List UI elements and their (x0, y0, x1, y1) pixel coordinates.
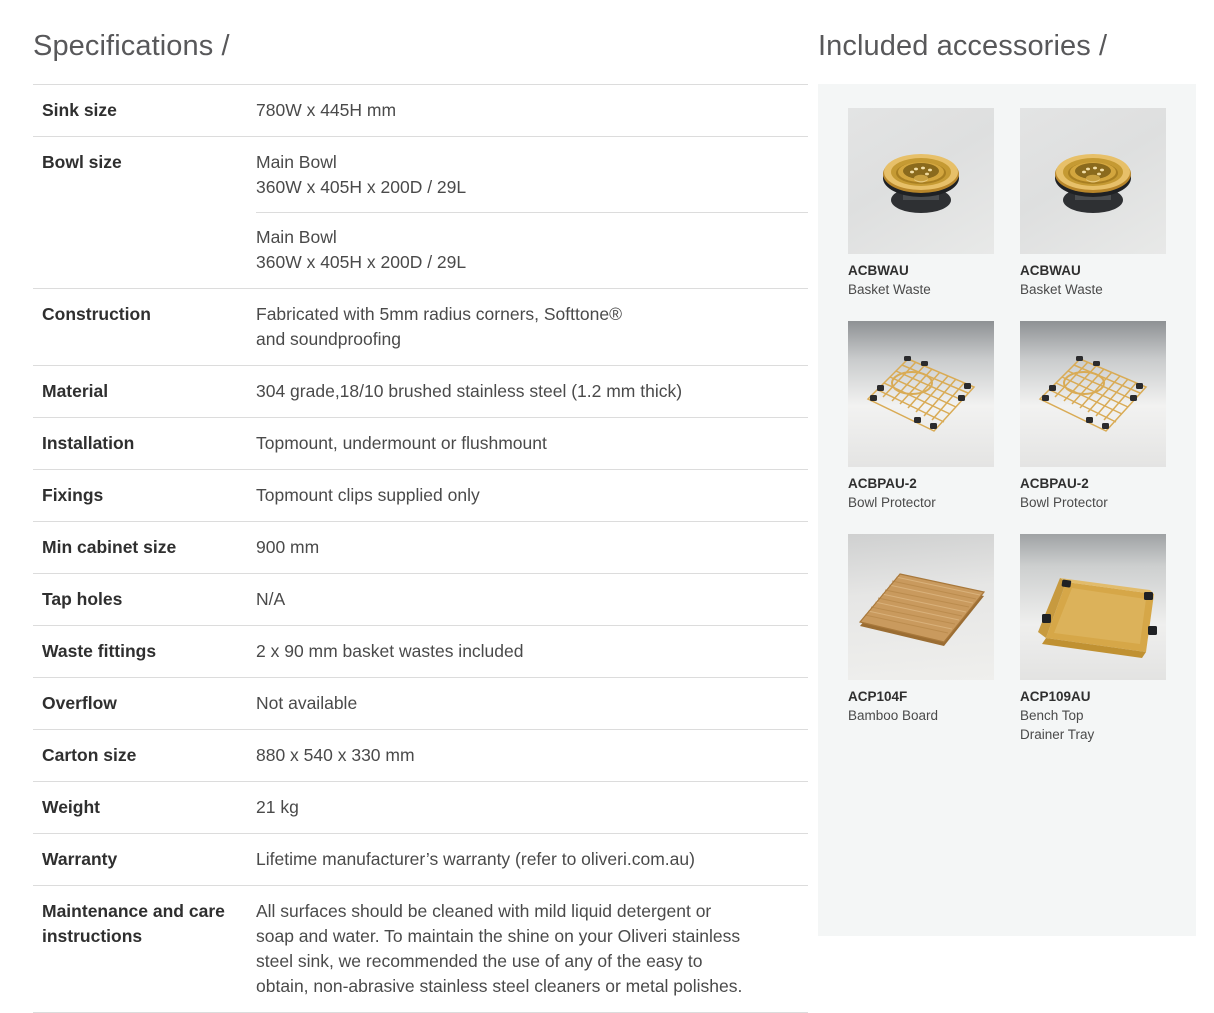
basket-waste-icon (1020, 108, 1166, 254)
table-row (33, 137, 808, 289)
spec-key-sink-size: Sink size (42, 100, 117, 120)
accessories-box (818, 84, 1196, 936)
table-row (33, 522, 808, 574)
maintenance-line-1: All surfaces should be cleaned with mild liquid detergent or (256, 901, 712, 921)
spec-value-maintenance (256, 886, 808, 1013)
accessory-code: ACBPAU-2 (848, 476, 917, 491)
table-row (33, 366, 808, 418)
accessory-description (848, 706, 994, 725)
spec-key-construction: Construction (42, 304, 151, 324)
spec-value-construction (256, 289, 808, 366)
accessory-code: ACP104F (848, 689, 908, 704)
accessory-desc-line-1: Bamboo Board (848, 708, 939, 723)
accessory-card[interactable] (848, 534, 994, 744)
spec-key-maintenance (33, 886, 256, 1013)
maintenance-line-3: steel sink, we recommended the use of any of the easy to (256, 951, 703, 971)
basket-waste-image[interactable] (1020, 108, 1166, 254)
spec-key-waste-fittings: Waste fittings (42, 641, 157, 661)
accessory-description (1020, 493, 1166, 512)
table-row (33, 730, 808, 782)
specifications-title: Specifications / (33, 30, 230, 62)
accessory-card[interactable] (848, 321, 994, 512)
construction-line-2: and soundproofing (256, 329, 401, 349)
drainer-tray-icon (1020, 534, 1166, 680)
accessory-card[interactable] (1020, 321, 1166, 512)
accessory-desc-line-1: Bowl Protector (848, 495, 936, 510)
maintenance-key-line-2: care instructions (42, 901, 225, 946)
spec-value-fixings: Topmount clips supplied only (256, 485, 480, 505)
accessory-description (1020, 280, 1166, 299)
maintenance-line-2: soap and water. To maintain the shine on your Oliveri stainless (256, 926, 741, 946)
spec-value-sink-size: 780W x 445H mm (256, 100, 397, 120)
spec-key-warranty: Warranty (42, 849, 118, 869)
spec-key-bowl-size: Bowl size (42, 152, 122, 172)
accessory-description (1020, 706, 1166, 744)
table-row (33, 418, 808, 470)
bowl-dimensions: 360W x 405H x 200D / 29L (256, 177, 467, 197)
bowl-label: Main Bowl (256, 152, 337, 172)
table-row (33, 289, 808, 366)
table-row (33, 470, 808, 522)
table-row (33, 834, 808, 886)
construction-line-1: Fabricated with 5mm radius corners, Softtone® (256, 304, 622, 324)
maintenance-line-4: obtain, non-abrasive stainless steel cleaners or metal polishes. (256, 976, 743, 996)
spec-value-overflow: Not available (256, 693, 358, 713)
specifications-table (33, 84, 808, 1013)
accessory-desc-line-1: Bench Top (1020, 708, 1084, 723)
bowl-protector-image[interactable] (848, 321, 994, 467)
spec-value-material: 304 grade,18/10 brushed stainless steel (1.2 mm thick) (256, 381, 683, 401)
accessory-desc-line-1: Basket Waste (848, 282, 931, 297)
accessory-code: ACBWAU (848, 263, 909, 278)
bowl-protector-icon (1020, 321, 1166, 467)
spec-key-overflow: Overflow (42, 693, 117, 713)
accessory-desc-line-1: Bowl Protector (1020, 495, 1108, 510)
accessory-desc-line-1: Basket Waste (1020, 282, 1103, 297)
spec-value-min-cabinet-size: 900 mm (256, 537, 320, 557)
spec-key-carton-size: Carton size (42, 745, 137, 765)
table-row (33, 626, 808, 678)
spec-key-min-cabinet-size: Min cabinet size (42, 537, 177, 557)
accessory-code: ACBWAU (1020, 263, 1081, 278)
table-row (33, 85, 808, 137)
spec-value-carton-size: 880 x 540 x 330 mm (256, 745, 415, 765)
spec-value-tap-holes: N/A (256, 589, 286, 609)
bowl-size-entry (256, 150, 808, 213)
accessories-grid (848, 108, 1170, 766)
spec-key-weight: Weight (42, 797, 101, 817)
specifications-panel (33, 28, 808, 1013)
bamboo-board-icon (848, 534, 994, 680)
bowl-protector-image[interactable] (1020, 321, 1166, 467)
maintenance-key-line-1: Maintenance and (42, 901, 184, 921)
spec-key-fixings: Fixings (42, 485, 104, 505)
accessory-code: ACP109AU (1020, 689, 1091, 704)
spec-value-installation: Topmount, undermount or flushmount (256, 433, 547, 453)
accessory-card[interactable] (848, 108, 994, 299)
table-row (33, 886, 808, 1013)
table-row (33, 782, 808, 834)
drainer-tray-image[interactable] (1020, 534, 1166, 680)
spec-value-waste-fittings: 2 x 90 mm basket wastes included (256, 641, 524, 661)
bamboo-board-image[interactable] (848, 534, 994, 680)
basket-waste-icon (848, 108, 994, 254)
table-row (33, 678, 808, 730)
accessory-desc-line-2: Drainer Tray (1020, 727, 1095, 742)
bowl-dimensions: 360W x 405H x 200D / 29L (256, 252, 467, 272)
spec-key-material: Material (42, 381, 109, 401)
accessories-panel (818, 28, 1198, 936)
accessories-title: Included accessories / (818, 30, 1108, 62)
spec-value-bowl-size (256, 137, 808, 289)
spec-key-tap-holes: Tap holes (42, 589, 123, 609)
spec-value-weight: 21 kg (256, 797, 299, 817)
bowl-size-entry (256, 213, 808, 288)
spec-key-installation: Installation (42, 433, 135, 453)
accessory-card[interactable] (1020, 534, 1166, 744)
bowl-label: Main Bowl (256, 227, 337, 247)
bowl-protector-icon (848, 321, 994, 467)
accessory-code: ACBPAU-2 (1020, 476, 1089, 491)
accessory-card[interactable] (1020, 108, 1166, 299)
accessory-description (848, 280, 994, 299)
table-row (33, 574, 808, 626)
spec-value-warranty: Lifetime manufacturer’s warranty (refer to oliveri.com.au) (256, 849, 695, 869)
accessory-description (848, 493, 994, 512)
basket-waste-image[interactable] (848, 108, 994, 254)
